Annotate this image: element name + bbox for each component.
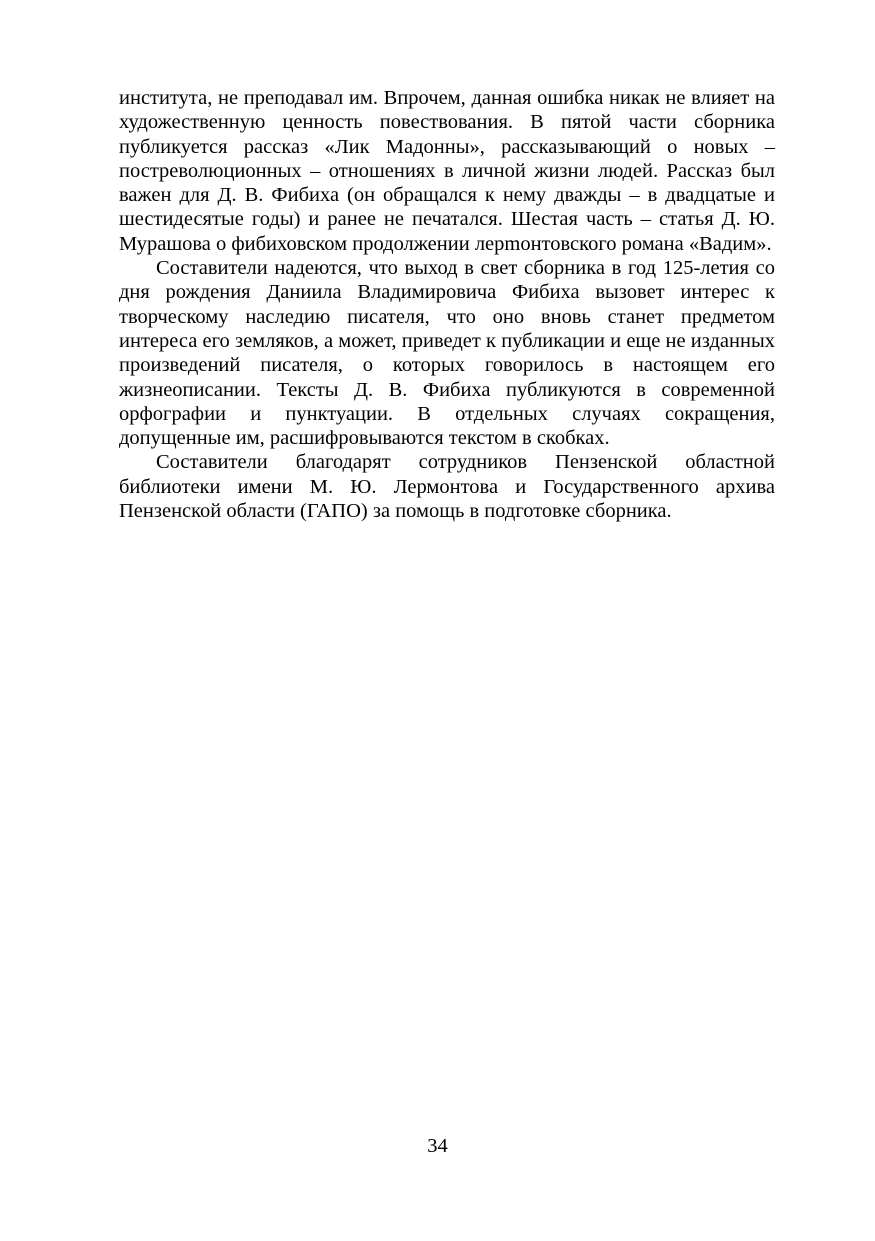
page-body-text bbox=[119, 86, 775, 523]
paragraph-acknowledgements: Составители благодарят сотрудников Пензенской областной библиотеки имени М. Ю. Лермонтова и Государственного архива Пензенской области (ГАПО) за помощь в подготовке сборника. bbox=[119, 451, 775, 523]
paragraph-anniversary: Составители надеются, что выход в свет сборника в год 125-летия со дня рождения Даниила Владимировича Фибиха вызовет интерес к творческому наследию писателя, что оно вновь станет предметом интереса его земляков, а может, приведет к публикации и еще не изданных произведений писателя, о которых говорилось в настоящем его жизнеописании. Тексты Д. В. Фибиха публикуются в современной орфографии и пунктуации. В отдельных случаях сокращения, допущенные им, расшифровываются текстом в скобках. bbox=[119, 257, 775, 450]
page-number: 34 bbox=[427, 1135, 448, 1157]
paragraph-continued: института, не преподавал им. Впрочем, данная ошибка никак не влияет на художественную ценность повествования. В пятой части сборника публикуется рассказ «Лик Мадонны», рассказывающий о новых – постреволюционных – отношениях в личной жизни людей. Рассказ был важен для Д. В. Фибиха (он обращался к нему дважды – в двадцатые и шестидесятые годы) и ранее не печатался. Шестая часть – статья Д. Ю. Мурашова о фибиховском продолжении лерmонтовского романа «Вадим». bbox=[119, 87, 775, 255]
